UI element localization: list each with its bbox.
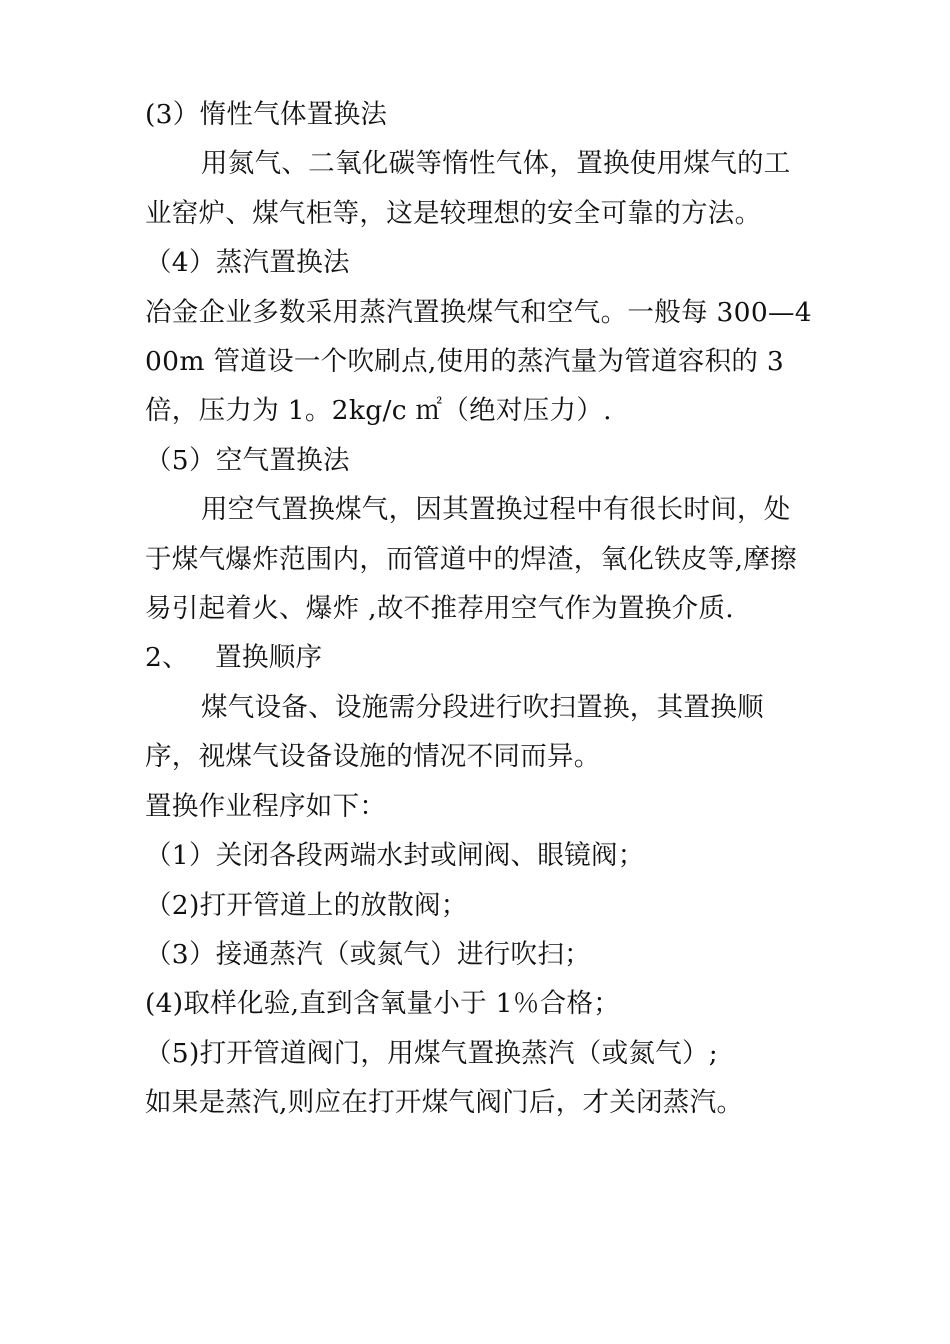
paragraph-inert-gas: 用氮气、二氧化碳等惰性气体，置换使用煤气的工业窑炉、煤气柜等，这是较理想的安全可靠的方法。 [145,148,791,229]
procedure-intro: 置换作业程序如下： [145,790,387,822]
section-heading-steam: （4）蒸汽置换法 [145,247,350,279]
procedure-step-5: （5)打开管道阀门，用煤气置换蒸汽（或氮气）; [145,1037,719,1069]
section-heading-air: （5）空气置换法 [145,444,350,476]
procedure-note: 如果是蒸汽,则应在打开煤气阀门后，才关闭蒸汽。 [145,1087,744,1119]
section-heading-sequence: 2、 置换顺序 [145,642,323,674]
procedure-step-1: （1）关闭各段两端水封或闸阀、眼镜阀； [145,840,645,872]
procedure-step-3: （3）接通蒸汽（或氮气）进行吹扫； [145,938,591,970]
procedure-step-2: （2)打开管道上的放散阀； [145,889,468,921]
paragraph-sequence: 煤气设备、设施需分段进行吹扫置换，其置换顺序，视煤气设备设施的情况不同而异。 [145,691,764,773]
paragraph-steam: 冶金企业多数采用蒸汽置换煤气和空气。一般每 300—400m 管道设一个吹刷点,使用的蒸汽量为管道容积的 3 倍，压力为 1。2kg/c ㎡（绝对压力）. [145,296,812,427]
section-heading-inert-gas: (3）惰性气体置换法 [145,99,388,130]
document-body [145,90,815,1128]
paragraph-air: 用空气置换煤气，因其置换过程中有很长时间，处于煤气爆炸范围内，而管道中的焊渣，氧化铁皮等,摩擦易引起着火、爆炸 ,故不推荐用空气作为置换介质. [145,494,797,625]
procedure-step-4: (4)取样化验,直到含氧量小于 1％合格； [145,988,621,1020]
